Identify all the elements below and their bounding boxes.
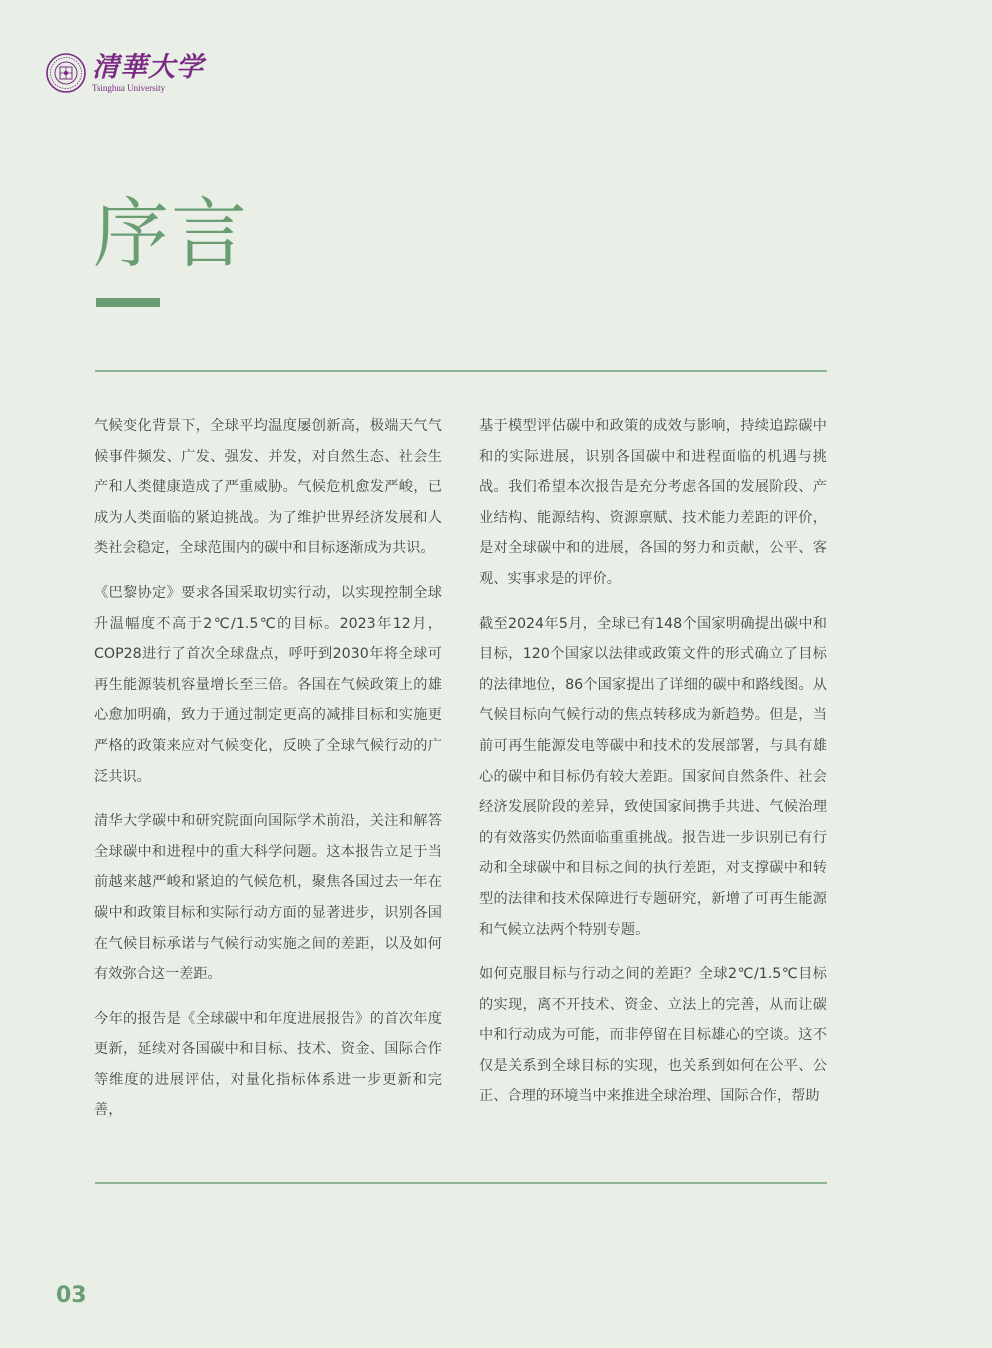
logo-wordmark <box>92 51 204 93</box>
page-number: 03 <box>56 1283 87 1308</box>
logo-chinese-name: 清華大学 <box>92 51 204 83</box>
paragraph: 如何克服目标与行动之间的差距？全球2℃/1.5℃目标的实现，离不开技术、资金、立法上的完善，从而让碳中和行动成为可能，而非停留在目标雄心的空谈。这不仅是关系到全球目标的实现，也关系到如何在公平、公正、合理的环境当中来推进全球治理、国际合作，帮助 <box>479 966 827 1105</box>
paragraph: 《巴黎协定》要求各国采取切实行动，以实现控制全球升温幅度不高于2℃/1.5℃的目标。2023年12月，COP28进行了首次全球盘点，呼吁到2030年将全球可再生能源装机容量增长至三倍。各国在气候政策上的雄心愈加明确，致力于通过制定更高的减排目标和实施更严格的政策来应对气候变化，反映了全球气候行动的广泛共识。 <box>94 584 442 785</box>
title-underline-bar <box>96 298 160 307</box>
page-title: 序言 <box>93 189 249 278</box>
paragraph: 气候变化背景下，全球平均温度屡创新高，极端天气气候事件频发、广发、强发、并发，对自然生态、社会生产和人类健康造成了严重威胁。气候危机愈发严峻，已成为人类面临的紧迫挑战。为了维护世界经济发展和人类社会稳定，全球范围内的碳中和目标逐渐成为共识。 <box>94 418 442 557</box>
paragraph: 基于模型评估碳中和政策的成效与影响，持续追踪碳中和的实际进展，识别各国碳中和进程面临的机遇与挑战。我们希望本次报告是充分考虑各国的发展阶段、产业结构、能源结构、资源禀赋、技术能力差距的评价，是对全球碳中和的进展，各国的努力和贡献，公平、客观、实事求是的评价。 <box>479 418 827 587</box>
tsinghua-seal-icon <box>46 53 86 93</box>
paragraph: 清华大学碳中和研究院面向国际学术前沿，关注和解答全球碳中和进程中的重大科学问题。这本报告立足于当前越来越严峻和紧迫的气候危机，聚焦各国过去一年在碳中和政策目标和实际行动方面的显著进步，识别各国在气候目标承诺与气候行动实施之间的差距，以及如何有效弥合这一差距。 <box>94 813 442 983</box>
logo-english-name: Tsinghua University <box>92 82 166 93</box>
bottom-divider <box>95 1182 827 1184</box>
tsinghua-logo <box>46 53 204 93</box>
left-column <box>94 411 442 1140</box>
top-divider <box>95 370 827 372</box>
paragraph: 今年的报告是《全球碳中和年度进展报告》的首次年度更新，延续对各国碳中和目标、技术、资金、国际合作等维度的进展评估，对量化指标体系进一步更新和完善， <box>94 1010 442 1119</box>
right-column <box>479 411 827 1126</box>
paragraph: 截至2024年5月，全球已有148个国家明确提出碳中和目标，120个国家以法律或政策文件的形式确立了目标的法律地位，86个国家提出了详细的碳中和路线图。从气候目标向气候行动的焦点转移成为新趋势。但是，当前可再生能源发电等碳中和技术的发展部署，与具有雄心的碳中和目标仍有较大差距。国家间自然条件、社会经济发展阶段的差异，致使国家间携手共进、气候治理的有效落实仍然面临重重挑战。报告进一步识别已有行动和全球碳中和目标之间的执行差距，对支撑碳中和转型的法律和技术保障进行专题研究，新增了可再生能源和气候立法两个特别专题。 <box>479 615 827 938</box>
